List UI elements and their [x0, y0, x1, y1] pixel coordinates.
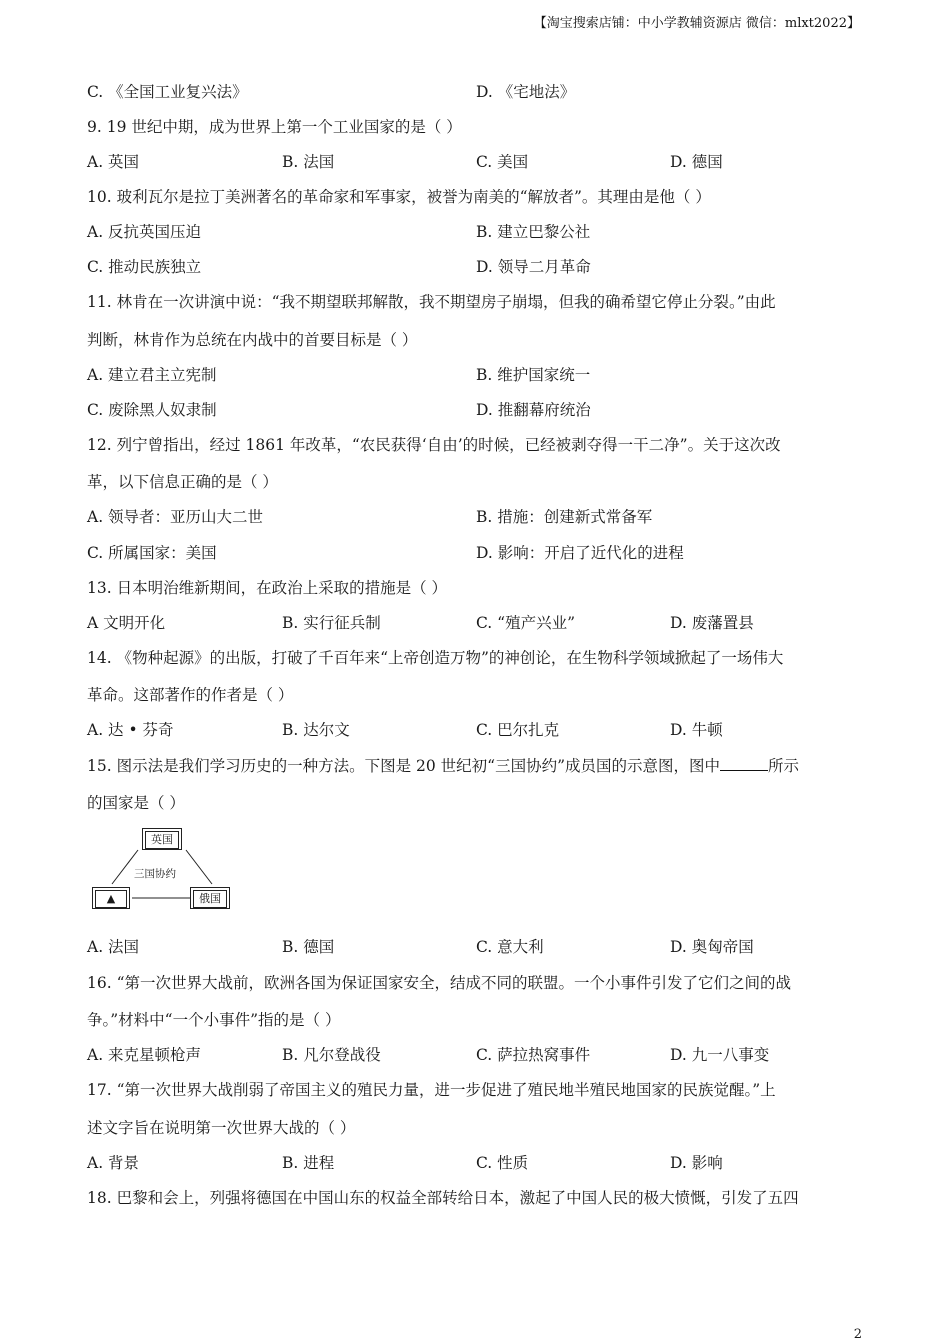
question-stem: 16. “第一次世界大战前，欧洲各国为保证国家安全，结成不同的联盟。一个小事件引发了它们之间的战 — [87, 974, 792, 992]
triple-entente-label: 三国协约 — [134, 868, 176, 880]
option-d[interactable]: D. 德国 — [670, 153, 723, 171]
option-b[interactable]: B. 凡尔登战役 — [282, 1046, 381, 1064]
question-stem: 14. 《物种起源》的出版，打破了千百年来“上帝创造万物”的神创论，在生物科学领域掀起了一场伟大 — [87, 649, 784, 667]
option-d[interactable]: D. 影响：开启了近代化的进程 — [476, 544, 684, 562]
option-b[interactable]: B. 法国 — [282, 153, 335, 171]
question-stem: 9. 19 世纪中期，成为世界上第一个工业国家的是（ ） — [87, 118, 462, 136]
option-c[interactable]: C. 巴尔扎克 — [476, 721, 560, 739]
question-stem-cont: 革命。这部著作的作者是（ ） — [87, 686, 294, 704]
option-b[interactable]: B. 德国 — [282, 938, 335, 956]
option-a[interactable]: A. 法国 — [87, 938, 140, 956]
page-number: 2 — [853, 1327, 862, 1342]
option-b[interactable]: B. 实行征兵制 — [282, 614, 381, 632]
option-b[interactable]: B. 建立巴黎公社 — [476, 223, 591, 241]
option-d[interactable]: D. 推翻幕府统治 — [476, 401, 591, 419]
question-stem: 13. 日本明治维新期间，在政治上采取的措施是（ ） — [87, 579, 448, 597]
option-a[interactable]: A. 达 • 芬奇 — [87, 721, 174, 739]
option-a[interactable]: A 文明开化 — [87, 614, 166, 632]
option-c[interactable]: C. 萨拉热窝事件 — [476, 1046, 591, 1064]
russia-box — [190, 887, 230, 909]
option-b[interactable]: B. 达尔文 — [282, 721, 350, 739]
question-stem — [87, 756, 860, 776]
option-d[interactable]: D. 影响 — [670, 1154, 723, 1172]
option-a[interactable]: A. 反抗英国压迫 — [87, 223, 202, 241]
question-stem-cont: 争。”材料中“一个小事件”指的是（ ） — [87, 1011, 341, 1029]
question-stem-cont: 革，以下信息正确的是（ ） — [87, 473, 278, 491]
option-a[interactable]: A. 建立君主立宪制 — [87, 366, 217, 384]
question-stem-cont: 的国家是（ ） — [87, 794, 185, 812]
answer-blank — [720, 756, 768, 771]
option-b[interactable]: B. 措施：创建新式常备军 — [476, 508, 653, 526]
option-d[interactable]: D. 奥匈帝国 — [670, 938, 754, 956]
triangle-icon: ▲ — [95, 890, 127, 908]
option-c[interactable]: C. 美国 — [476, 153, 529, 171]
option-d[interactable]: D. 《宅地法》 — [476, 83, 576, 101]
question-stem: 11. 林肯在一次讲演中说：“我不期望联邦解散，我不期望房子崩塌，但我的确希望它停止分裂。”由此 — [87, 293, 776, 311]
option-c[interactable]: C. 性质 — [476, 1154, 529, 1172]
question-stem: 10. 玻利瓦尔是拉丁美洲著名的革命家和军事家，被誉为南美的“解放者”。其理由是他（ ） — [87, 188, 711, 206]
page-header: 【淘宝搜索店铺：中小学教辅资源店 微信：mlxt2022】 — [533, 16, 860, 31]
option-c[interactable]: C. 意大利 — [476, 938, 544, 956]
england-label: 英国 — [145, 831, 179, 849]
option-a[interactable]: A. 英国 — [87, 153, 140, 171]
question-stem: 17. “第一次世界大战削弱了帝国主义的殖民力量，进一步促进了殖民地半殖民地国家的民族觉醒。”上 — [87, 1081, 776, 1099]
option-b[interactable]: B. 进程 — [282, 1154, 335, 1172]
option-d[interactable]: D. 废藩置县 — [670, 614, 754, 632]
question-stem: 18. 巴黎和会上，列强将德国在中国山东的权益全部转给日本，激起了中国人民的极大愤慨，引发了五四 — [87, 1189, 799, 1207]
option-b[interactable]: B. 维护国家统一 — [476, 366, 591, 384]
option-d[interactable]: D. 领导二月革命 — [476, 258, 591, 276]
question-stem-cont: 述文字旨在说明第一次世界大战的（ ） — [87, 1119, 356, 1137]
triple-entente-diagram — [90, 824, 240, 918]
option-c[interactable]: C. 废除黑人奴隶制 — [87, 401, 217, 419]
option-a[interactable]: A. 来克星顿枪声 — [87, 1046, 202, 1064]
question-stem-text-tail: 所示 — [768, 757, 800, 775]
option-c[interactable]: C. 《全国工业复兴法》 — [87, 83, 248, 101]
question-stem: 12. 列宁曾指出，经过 1861 年改革，“农民获得‘自由’的时候，已经被剥夺得一干二净”。关于这次改 — [87, 436, 781, 454]
option-c[interactable]: C. 所属国家：美国 — [87, 544, 217, 562]
question-stem-text: 15. 图示法是我们学习历史的一种方法。下图是 20 世纪初“三国协约”成员国的示意图，图中 — [87, 757, 721, 775]
option-d[interactable]: D. 九一八事变 — [670, 1046, 770, 1064]
russia-label: 俄国 — [193, 890, 227, 908]
option-d[interactable]: D. 牛顿 — [670, 721, 723, 739]
england-box — [142, 828, 182, 850]
unknown-country-box — [92, 887, 130, 909]
option-c[interactable]: C. “殖产兴业” — [476, 614, 576, 632]
option-c[interactable]: C. 推动民族独立 — [87, 258, 202, 276]
question-stem-cont: 判断，林肯作为总统在内战中的首要目标是（ ） — [87, 331, 418, 349]
option-a[interactable]: A. 领导者：亚历山大二世 — [87, 508, 264, 526]
option-a[interactable]: A. 背景 — [87, 1154, 140, 1172]
